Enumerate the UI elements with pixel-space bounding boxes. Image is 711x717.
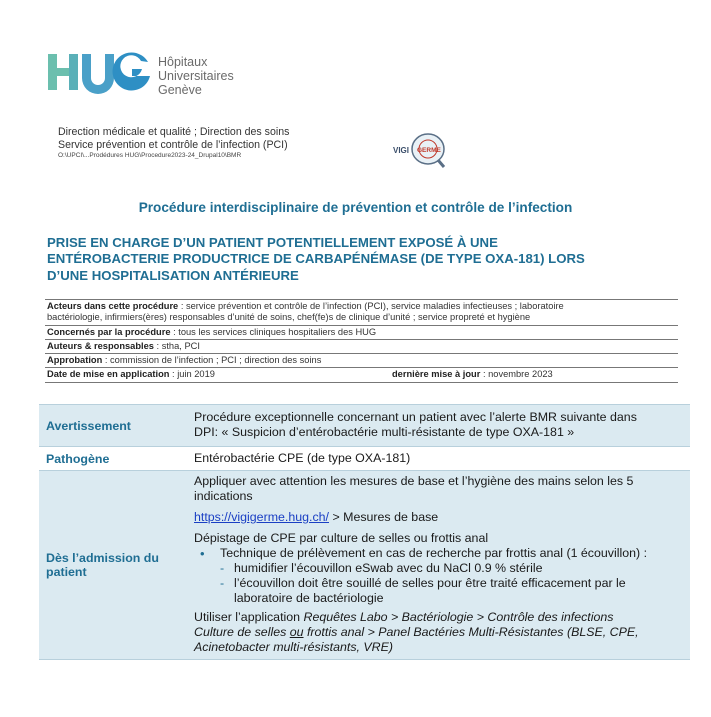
dash-icon: - [220, 561, 225, 575]
sub-item-2 [220, 576, 682, 606]
vigigerme-logo [392, 130, 450, 170]
date-label: Date de mise en application [47, 369, 170, 380]
info-row-acteurs [45, 299, 678, 325]
admission-paragraph-5 [194, 610, 682, 655]
admission-value [186, 471, 690, 660]
admission-paragraph-link [194, 510, 682, 525]
logo-line-3: Genève [158, 83, 202, 97]
bullet-text: Technique de prélèvement en cas de recherche par frottis anal (1 écouvillon) : [220, 546, 648, 560]
depistage-text: Dépistage de CPE par culture de selles ou frottis anal [194, 531, 489, 545]
app-path-2b: frottis anal > Panel Bactéries Multi-Résistantes (BLSE, CPE, [303, 625, 639, 639]
app-path-ou: ou [289, 625, 304, 639]
acteurs-text-2: bactériologie, infirmiers(ères) responsables d’unité de soins, chef(fe)s de clinique d’unité ; service propreté et hygiène [47, 312, 531, 323]
app-prefix: Utiliser l’application [194, 610, 304, 624]
avertissement-line-2: DPI: « Suspicion d’entérobactérie multi-résistante de type OXA-181 » [194, 425, 575, 439]
sub-item-1 [220, 561, 682, 576]
bullet-icon: • [200, 546, 205, 561]
info-row-approbation [45, 353, 678, 367]
concernes-label: Concernés par la procédure [47, 326, 171, 337]
acteurs-text: : service prévention et contrôle de l’infection (PCI), service maladies infectieuses ; laboratoire [178, 301, 564, 311]
avertissement-value [186, 405, 690, 447]
maj-text: : novembre 2023 [480, 369, 553, 380]
hug-logo [48, 50, 258, 110]
admission-paragraph-1: Appliquer avec attention les mesures de base et l’hygiène des mains selon les 5 indications [194, 474, 634, 503]
avertissement-label: Avertissement [46, 418, 131, 433]
concernes-text: : tous les services cliniques hospitaliers des HUG [170, 326, 377, 337]
maj-label: dernière mise à jour [392, 369, 481, 380]
table-row-admission [39, 471, 690, 660]
info-block [45, 299, 678, 383]
info-row-auteurs [45, 339, 678, 353]
hug-logo-text [158, 55, 234, 97]
date-text: : juin 2019 [169, 369, 215, 380]
main-title-line-2: ENTÉROBACTERIE PRODUCTRICE DE CARBAPÉNÉMASE (DE TYPE OXA-181) LORS [47, 251, 585, 267]
app-path-2a: Culture de selles [194, 625, 290, 639]
app-path-1: Requêtes Labo > Bactériologie > Contrôle des infections [303, 610, 614, 624]
sub-item-1-text: humidifier l’écouvillon eSwab avec du NaCl 0.9 % stérile [234, 561, 543, 575]
pathogene-label: Pathogène [46, 451, 110, 466]
logo-line-2: Universitaires [158, 69, 234, 83]
app-path-3: Acinetobacter multi-résistants, VRE) [194, 640, 394, 654]
auteurs-label: Auteurs & responsables [47, 340, 154, 351]
department-line-1: Direction médicale et qualité ; Direction des soins [58, 126, 290, 138]
sub-item-2-text: l’écouvillon doit être souillé de selles pour être traité efficacement par le laboratoire de bactériologie [234, 576, 626, 605]
avertissement-line-1: Procédure exceptionnelle concernant un patient avec l’alerte BMR suivante dans [194, 410, 637, 424]
date-application [47, 369, 392, 380]
main-title [47, 235, 667, 284]
vigigerme-link[interactable]: https://vigigerme.hug.ch/ [194, 510, 329, 524]
procedure-table [39, 404, 690, 660]
admission-label: Dès l’admission du patient [46, 551, 159, 579]
svg-text:GERME: GERME [417, 147, 441, 154]
auteurs-text: : stha, PCI [153, 340, 200, 351]
table-row-avertissement [39, 405, 690, 447]
bullet-item [200, 546, 682, 561]
dash-icon: - [220, 576, 225, 590]
main-title-line-3: D’UNE HOSPITALISATION ANTÉRIEURE [47, 267, 299, 283]
department-block [58, 126, 289, 160]
table-row-pathogene [39, 447, 690, 471]
main-title-line-1: PRISE EN CHARGE D’UN PATIENT POTENTIELLEMENT EXPOSÉ À UNE [47, 235, 498, 250]
approbation-label: Approbation [47, 355, 103, 366]
procedure-title: Procédure interdisciplinaire de prévention et contrôle de l’infection [138, 200, 573, 215]
info-row-dates [45, 367, 678, 382]
date-update [392, 369, 553, 380]
svg-text:VIGI: VIGI [393, 146, 410, 155]
pathogene-value: Entérobactérie CPE (de type OXA-181) [194, 450, 411, 465]
info-row-concernes [45, 325, 678, 339]
admission-paragraph-3 [194, 531, 682, 606]
department-line-2: Service prévention et contrôle de l’infection (PCI) [58, 138, 288, 151]
file-path: O:\UPCI\...Prodédures HUG\Procedure2023-24_Drupal10\BMR [58, 152, 242, 159]
hug-logo-mark [48, 50, 152, 94]
acteurs-label: Acteurs dans cette procédure [47, 301, 179, 311]
approbation-text: : commission de l’infection ; PCI ; direction des soins [102, 355, 322, 366]
link-suffix: > Mesures de base [329, 510, 439, 524]
logo-line-1: Hôpitaux [158, 55, 208, 69]
